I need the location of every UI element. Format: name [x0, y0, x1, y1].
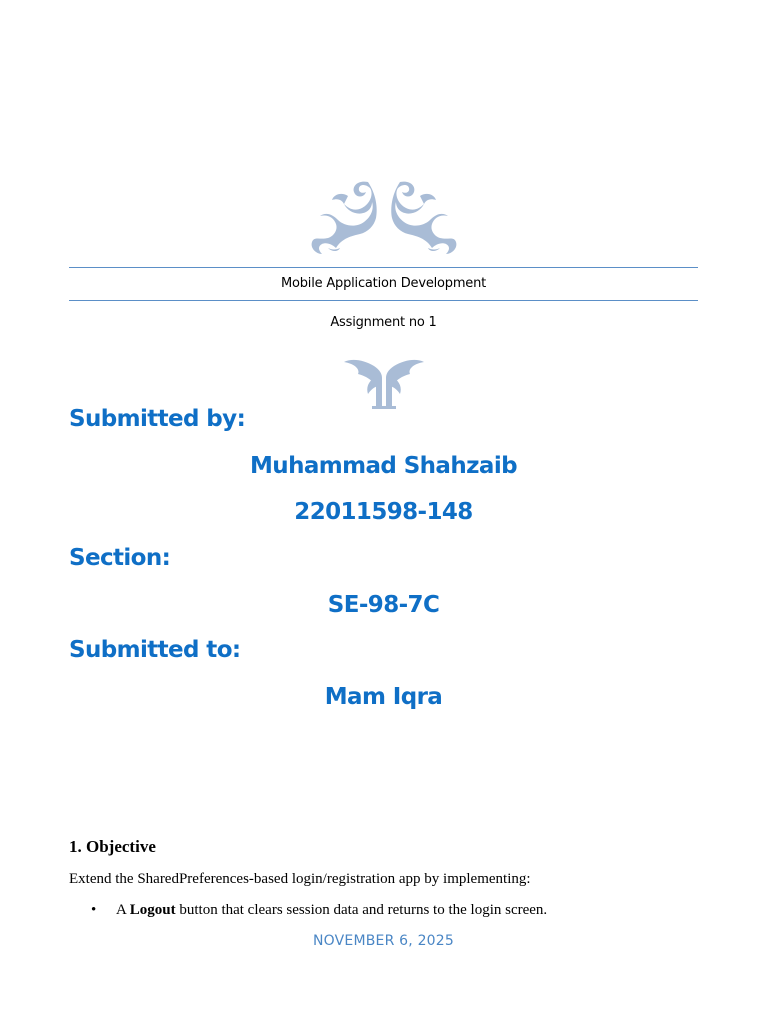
floral-ornament-icon	[308, 178, 460, 258]
submitted-by-label: Submitted by:	[69, 406, 246, 432]
assignment-title: Assignment no 1	[330, 315, 437, 330]
section-label: Section:	[69, 545, 171, 571]
list-item	[116, 902, 547, 919]
submitted-to-label: Submitted to:	[69, 637, 241, 663]
document-date: NOVEMBER 6, 2025	[312, 933, 454, 949]
section-value: SE-98-7C	[327, 592, 440, 618]
bullet-rest: button that clears session data and returns to the login screen.	[175, 902, 548, 918]
bullet-bold-term: Logout	[129, 902, 176, 918]
bullet-icon: •	[91, 902, 97, 918]
objective-heading: 1. Objective	[69, 837, 156, 856]
fleur-ornament-icon	[342, 356, 426, 410]
teacher-name: Mam Iqra	[324, 684, 443, 710]
bullet-prefix: A	[116, 902, 130, 918]
bottom-divider	[69, 300, 698, 301]
student-name: Muhammad Shahzaib	[250, 453, 517, 479]
top-divider	[69, 267, 698, 268]
objective-intro: Extend the SharedPreferences-based login/registration app by implementing:	[69, 871, 531, 887]
course-title: Mobile Application Development	[280, 276, 487, 291]
student-id: 22011598-148	[294, 499, 473, 525]
